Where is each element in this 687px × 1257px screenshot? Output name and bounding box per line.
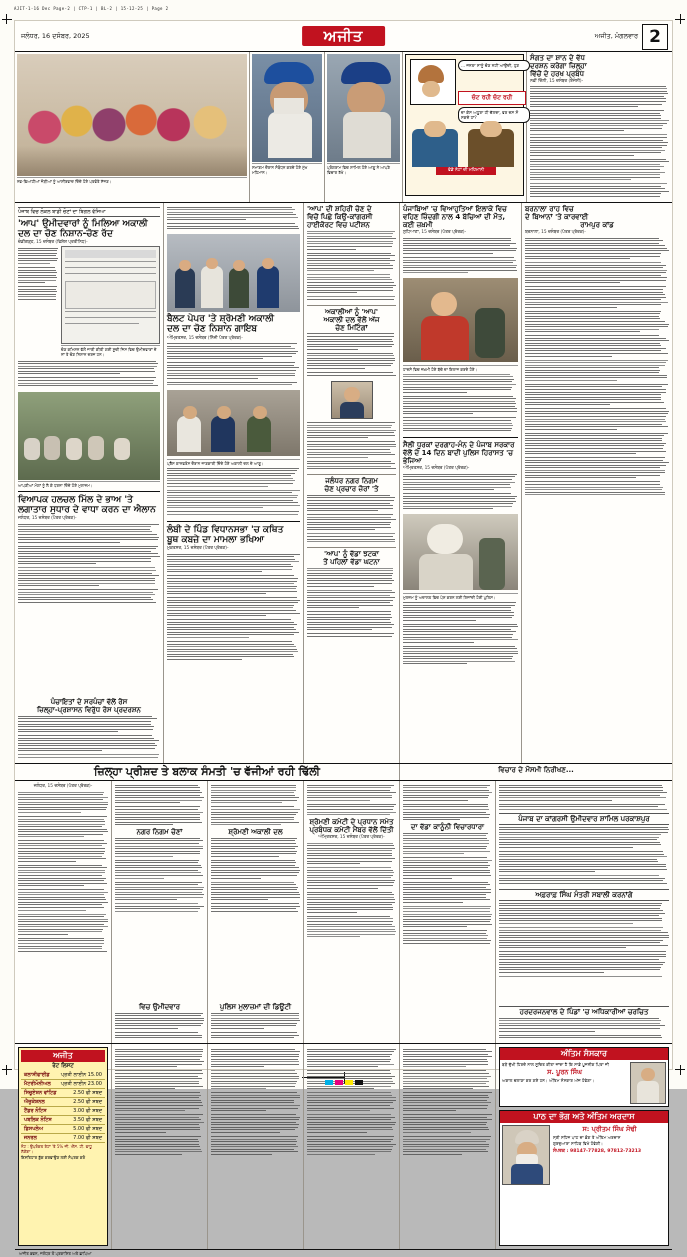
- right-top-byline: ਨਵੀਂ ਦਿੱਲੀ, 15 ਦਸੰਬਰ (ਏਜੰਸੀ)-: [530, 79, 584, 85]
- bottom-col-5: [399, 781, 495, 1043]
- protest-photo: [18, 392, 160, 480]
- page-sheet: [14, 20, 673, 1257]
- traders-headline-2: ਲਗਾਤਾਰ ਸੁਧਾਰ ਦੇ ਵਾਧਾ ਕਰਨ ਦਾ ਐਲਾਨ: [18, 505, 156, 516]
- rate-value: 7.00 ਫੀ ਸ਼ਬਦ: [73, 1135, 102, 1142]
- obituary-body-2: ਅਕਾਲ ਚਲਾਣਾ ਕਰ ਗਏ ਹਨ। ਅੰਤਿਮ ਸੰਸਕਾਰ ਅੱਜ ਹੋਵੇਗਾ।: [502, 1078, 595, 1084]
- rate-label: ਪਬਲਿਕ ਨੋਟਿਸ: [24, 1117, 52, 1124]
- column-far-right: [521, 203, 672, 763]
- bottom-left-sub-1: ਨਗਰ ਨਿਗਮ ਚੋਣਾਂ: [136, 828, 183, 837]
- bottom-right-headline-3: ਹਰਦਰਜਨਵਾਲ ਦੇ ਪਿੰਡਾਂ 'ਚ ਅਧਿਕਾਰੀਆਂ ਚਰਚਿਤ: [499, 1006, 669, 1016]
- bottom-col-1: [15, 781, 111, 1043]
- leaders-group-photo: [167, 234, 300, 312]
- bottom-right-headline-1: ਪੰਜਾਬ ਦਾ ਕਾਂਗਰਸੀ ਉਮੀਦਵਾਰ ਸ਼ਾਮਿਲ ਪਰਕਾਸ਼ਪੁਰ: [499, 813, 669, 825]
- rate-note-1: ਨੋਟ : ਉਪਰੋਕਤ ਰੇਟਾਂ 'ਤੇ 5% ਜੀ. ਐੱਸ. ਟੀ. ਵਾਧੂ ਲੱਗੇਗਾ।: [21, 1144, 92, 1154]
- traders-sub-headline-1: ਪੰਚਾਇਤਾਂ ਦੇ ਸਰਪੰਚਾਂ ਵੱਲੋਂ ਰੋਸ: [50, 698, 128, 707]
- right-top-headline-3: ਵਿੱਚੋਂ ਦੇ ਹਰਖ ਪ੍ਰਬੰਧ: [530, 70, 585, 79]
- aap-byline: ਚੰਡੀਗੜ੍ਹ, 15 ਦਸੰਬਰ (ਵਿਸ਼ੇਸ਼ ਪ੍ਰਤੀਨਿਧ)-: [18, 240, 88, 246]
- rate-row: [21, 1080, 105, 1089]
- rate-row: [21, 1089, 105, 1098]
- center-headline-1: 'ਆਪ' ਦੀ ਸ਼ਹਿਰੀ ਚੋਣ ਦੇ: [307, 205, 372, 213]
- bottom-left-byline: ਜਲੰਧਰ, 15 ਦਸੰਬਰ (ਪੱਤਰ ਪ੍ਰੇਰਕ)-: [33, 784, 93, 790]
- turban-portrait-left: [252, 54, 322, 162]
- election-list-caption: ਚੋਣ ਕਮਿਸ਼ਨ ਵੱਲੋਂ ਜਾਰੀ ਕੀਤੀ ਗਈ ਸੂਚੀ ਜਿਸ ਵਿਚ ਉਮੀਦਵਾਰਾਂ ਦੇ ਨਾਂ ਤੇ ਚੋਣ ਨਿਸ਼ਾਨ ਦਰਜ ਹਨ।: [61, 345, 160, 357]
- rate-value: 5.00 ਫੀ ਸ਼ਬਦ: [73, 1126, 102, 1133]
- rate-label: ਟੈਂਡਰ ਨੋਟਿਸ: [24, 1108, 47, 1115]
- accused-photo-caption: ਮੁਲਜ਼ਮ ਨੂੰ ਅਦਾਲਤ ਵਿਚ ਪੇਸ਼ ਕਰਨ ਲਈ ਲਿਜਾਂਦੀ ਹੋਈ ਪੁਲਿਸ।: [403, 593, 518, 600]
- bottom-left-headline: ਜ਼ਿਲ੍ਹਾ ਪ੍ਰੀਸ਼ਦ ਤੇ ਬਲਾਕ ਸੰਮਤੀ 'ਚ ਵੱਜੀਆਂ ਰਹੀ ਢਿੱਲੀ: [94, 765, 320, 778]
- obituary-body-1: ਬੜੇ ਦੁੱਖੀ ਹਿਰਦੇ ਨਾਲ ਸੂਚਿਤ ਕੀਤਾ ਜਾਂਦਾ ਹੈ ਕਿ ਸਾਡੇ ਪੂਜਨੀਕ ਪਿਤਾ ਜੀ: [502, 1062, 610, 1068]
- accused-in-custody-photo: [403, 514, 518, 590]
- right-mid-headline-2: ਦੇ ਬਿਆਨਾਂ 'ਤੇ ਕਾਰਵਾਈ: [525, 213, 589, 222]
- bhog-name: ਸ: ਪ੍ਰੀਤਮ ਸਿੰਘ ਸੋਢੀ: [582, 1125, 637, 1134]
- press-conference-caption: ਪ੍ਰੈੱਸ ਕਾਨਫਰੰਸ ਦੌਰਾਨ ਜਾਣਕਾਰੀ ਦਿੰਦੇ ਹੋਏ ਅਕਾਲੀ ਦਲ ਦੇ ਆਗੂ।: [167, 459, 300, 466]
- cartoon-bubble-3: ਦਾ ਕੇਸ ਅਧੂਰਾ ਹੀ ਚੱਲਦਾ, ਵਰ ਦਸ ਸੋ ਸਕਦੇ ਹਾਂ?: [458, 107, 530, 123]
- right-col2-byline: ਅੰਮ੍ਰਿਤਸਰ, 15 ਦਸੰਬਰ (ਪੱਤਰ ਪ੍ਰੇਰਕ)-: [403, 466, 470, 472]
- bottom-left-sub-3: ਸ਼੍ਰੋਮਣੀ ਅਕਾਲੀ ਦਲ: [228, 828, 283, 837]
- rate-row: [21, 1098, 105, 1107]
- rate-value: 2.50 ਫੀ ਸ਼ਬਦ: [73, 1090, 102, 1097]
- bhog-detail-2: ਗੁਰਦੁਆਰਾ ਸਾਹਿਬ ਵਿਖੇ ਹੋਵੇਗੀ।: [553, 1140, 603, 1146]
- right-top-headline-1: ਸੰਗਤ ਦਾ ਸ਼ਾਨ ਦੇ ਵੱਧ: [530, 54, 585, 62]
- press-conference-photo: [167, 390, 300, 456]
- traders-sub-headline-2: ਜ਼ਿਲ੍ਹਾ-ਪ੍ਰਸ਼ਾਸਨ ਵਿਰੁੱਧ ਰੋਸ ਪ੍ਰਦਰਸ਼ਨ: [37, 706, 141, 715]
- rate-label: ਮੈਟਰੀਮੋਨੀਅਲ: [24, 1081, 51, 1088]
- rate-label: ਜਨਰਲ: [24, 1135, 37, 1142]
- ad-col-4: [303, 1044, 399, 1249]
- ballot-headline-2: ਦਲ ਦਾ ਚੋਣ ਨਿਸ਼ਾਨ ਗਾਇਬ: [167, 324, 258, 335]
- bhog-ad-block: [499, 1110, 669, 1246]
- wedding-photo-caption: ਨਵ-ਵਿਆਹੀਆਂ ਜੋੜੀਆਂ ਨੂੰ ਆਸ਼ੀਰਵਾਦ ਦਿੰਦੇ ਹੋਏ ਪਤਵੰਤੇ ਸੱਜਣ।: [17, 177, 247, 184]
- bottom-col-right: [495, 781, 672, 1043]
- obituary-head: ਅੰਤਿਮ ਸੰਸਕਾਰ: [500, 1048, 668, 1060]
- center-sub-4: ਜਲੰਧਰ ਨਗਰ ਨਿਗਮ: [325, 477, 378, 486]
- cartoon-bubble-2: ਚੱਟ ਰਹੀ ਚੱਟ ਰਹੀ: [458, 91, 526, 105]
- obituary-name: ਸ. ਪੂਰਨ ਸਿੰਘ: [547, 1068, 582, 1077]
- lambi-byline: ਮੁਕਤਸਰ, 15 ਦਸੰਬਰ (ਪੱਤਰ ਪ੍ਰੇਰਕ)-: [167, 546, 229, 552]
- ad-col-5: [399, 1044, 495, 1249]
- bhog-head: ਪਾਠ ਦਾ ਭੋਗ ਅਤੇ ਅੰਤਿਮ ਅਰਦਾਸ: [500, 1111, 668, 1123]
- election-list-screenshot: [61, 246, 160, 344]
- ballot-byline: ਅੰਮ੍ਰਿਤਸਰ, 15 ਦਸੰਬਰ (ਨਿੱਜੀ ਪੱਤਰ ਪ੍ਰੇਰਕ)-: [167, 335, 243, 341]
- traders-headline-1: ਵਿਆਪਕ ਹਲਚਲ ਮਿੱਲ ਦੇ ਭਾਅ 'ਤੇ: [18, 495, 133, 506]
- date-line: ਜਲੰਧਰ, 16 ਦਸੰਬਰ, 2025: [21, 31, 90, 40]
- wedding-group-photo: [17, 54, 247, 176]
- portrait-right-caption: ਪ੍ਰੋਗਰਾਮ ਵਿਚ ਸ਼ਾਮਿਲ ਹੋਏ ਆਗੂ ਨੇ ਆਪਣੇ ਵਿਚਾਰ ਰੱਖੇ।: [327, 163, 400, 175]
- injured-child-photo: [403, 278, 518, 362]
- bottom-col-2: [111, 781, 207, 1043]
- right-mid-byline: ਬਰਨਾਲਾ, 15 ਦਸੰਬਰ (ਪੱਤਰ ਪ੍ਰੇਰਕ)-: [525, 230, 586, 236]
- masthead: [15, 21, 672, 52]
- injured-child-caption: ਹਾਦਸੇ ਵਿਚ ਜ਼ਖ਼ਮੀ ਹੋਏ ਬੱਚੇ ਦਾ ਇਲਾਜ ਕਰਦੇ ਹੋਏ।: [403, 365, 518, 372]
- bhog-contact: ਸੰਪਰਕ : 98147-77828, 97812-73213: [553, 1149, 642, 1154]
- cartoon-block: [402, 52, 526, 202]
- bottom-col-3: [207, 781, 303, 1043]
- press-slug-text: AJIT-1-16 Dec Page-2 | CTP-1 | BL-2 | 15-12-25 | Page 2: [14, 6, 169, 11]
- traders-byline: ਜਲੰਧਰ, 15 ਦਸੰਬਰ (ਪੱਤਰ ਪ੍ਰੇਰਕ)-: [18, 516, 77, 522]
- center-sub-5: ਚੋਣ ਪ੍ਰਚਾਰ ਜ਼ੋਰਾਂ 'ਤੇ: [324, 485, 379, 494]
- bottom-col-4: [303, 781, 399, 1043]
- rate-label: ਡਿਸਪਲੇਅ: [24, 1126, 44, 1133]
- rate-row: [21, 1125, 105, 1134]
- rate-card-block: [15, 1044, 111, 1249]
- lambi-headline-1: ਲੰਬੀ ਦੇ ਪਿੰਡ ਵਿਧਾਨਸਭਾ 'ਚ ਕਥਿਤ: [167, 524, 284, 535]
- portrait-right-block: [324, 52, 402, 202]
- protest-photo-caption: ਆਪਣੀਆਂ ਮੰਗਾਂ ਨੂੰ ਲੈ ਕੇ ਧਰਨਾ ਦਿੰਦੇ ਹੋਏ ਮੁਲਾਜ਼ਮ।: [18, 481, 160, 488]
- rate-value: ਪ੍ਰਤੀ ਲਾਈਨ 15.00: [60, 1072, 102, 1079]
- column-right-news: [399, 203, 521, 763]
- obituary-portrait: [630, 1062, 666, 1104]
- center-sub-3: ਚੋਣ ਮਿਟਿੰਗਾਂ: [335, 323, 368, 332]
- aap-headline-1: 'ਆਪ' ਉਮੀਦਵਾਰਾਂ ਨੂੰ ਮਿਲਿਆ ਅਕਾਲੀ: [18, 219, 148, 229]
- center-sub-6: 'ਆਪ' ਨੂੰ ਵੱਡਾ ਝਟਕਾ: [324, 550, 379, 559]
- center-headline-2: ਵਿਚੋਂ ਪਿਛੇ ਕਿਉਂ-ਕਾਂਗਰਸੀ: [307, 213, 373, 222]
- imprint-line: ਅਜੀਤ ਭਵਨ, ਜਲੰਧਰ ਤੋਂ ਪ੍ਰਕਾਸ਼ਿਤ ਅਤੇ ਛਾਪਿਆ: [15, 1249, 672, 1257]
- aap-headline-2: ਦਲ ਦਾ ਚੋਣ ਨਿਸ਼ਾਨ-ਚੋਣ ਰੱਦ: [18, 229, 113, 240]
- right-top-headline-2: ਦਰਸ਼ਨ ਕਰੇਗਾ ਜ਼ਿਲ੍ਹਾ: [530, 62, 587, 71]
- bottom-mid-headline-1: ਸ਼੍ਰੋਮਣੀ ਕਮੇਟੀ ਦੇ ਪ੍ਰਧਾਨ ਸਮੇਤ: [309, 818, 394, 827]
- right-col2-headline: ਸੈਲੀ ਧੂਰਕਾਂ ਦਰਗਾਹ-ਮੰਨ ਦੇ ਪੰਜਾਬ ਸਰਕਾਰ ਵੱਲੋਂ ਦੇ 14 ਦਿਨ ਬਾਦੀ ਪੁਲਿਸ ਹਿਰਾਸਤ 'ਚ ਭੇਜਿਆ: [403, 441, 515, 466]
- rate-row: [21, 1107, 105, 1116]
- rate-value: 3.50 ਫੀ ਸ਼ਬਦ: [73, 1117, 102, 1124]
- right-col1-byline: ਲੁਧਿਆਣਾ, 15 ਦਸੰਬਰ (ਪੱਤਰ ਪ੍ਰੇਰਕ)-: [403, 230, 467, 236]
- ad-col-2: [111, 1044, 207, 1249]
- aap-kicker: ਪੰਜਾਬ ਵਿਚ ਲੋਕਲ ਬਾਡੀ ਚੋਣਾਂ ਦਾ ਬਿਗਲ ਵੱਜਿਆ: [18, 207, 160, 217]
- bottom-mid-byline: ਅੰਮ੍ਰਿਤਸਰ, 15 ਦਸੰਬਰ (ਪੱਤਰ ਪ੍ਰੇਰਕ)-: [318, 835, 385, 841]
- column-ballot-paper: [163, 203, 303, 763]
- rate-value: ਪ੍ਰਤੀ ਲਾਈਨ 23.00: [60, 1081, 102, 1088]
- lambi-headline-2: ਬੂਥ ਕਬਜ਼ੇ ਦਾ ਮਾਮਲਾ ਭਖਿਆ: [167, 535, 264, 546]
- rate-row: [21, 1071, 105, 1080]
- press-slug-strip: [0, 0, 687, 18]
- turban-portrait-right: [327, 54, 400, 162]
- wedding-photo-block: [15, 52, 249, 202]
- right-mid-headline-3: ਰਾਮਪੁਰ ਕਾਂਡ: [580, 221, 614, 230]
- center-sub-1: ਅਕਾਲੀਆਂ ਨੂੰ 'ਆਪ': [324, 307, 379, 316]
- rate-ad-subtitle: ਰੇਟ ਲਿਸਟ: [52, 1063, 74, 1070]
- bhog-detail-1: ਸ੍ਰੀ ਸਹਿਜ ਪਾਠ ਦਾ ਭੋਗ ਤੇ ਅੰਤਿਮ ਅਰਦਾਸ: [553, 1135, 621, 1141]
- rate-row: [21, 1134, 105, 1143]
- portrait-left-block: [249, 52, 324, 202]
- rate-ad-title: ਅਜੀਤ: [21, 1050, 105, 1062]
- masthead-logo: ਅਜੀਤ: [302, 26, 386, 46]
- bottom-left-sub-4: ਪੁਲਿਸ ਮੁਲਾਜ਼ਮਾਂ ਦੀ ਡਿਊਟੀ: [219, 1003, 292, 1012]
- column-center: [303, 203, 399, 763]
- ad-col-3: [207, 1044, 303, 1249]
- bhog-portrait: [502, 1125, 550, 1185]
- center-sub-7: ਤੋਂ ਪਹਿਲਾਂ ਵੱਡਾ ਘਟਨਾ: [323, 558, 380, 567]
- page-number: 2: [642, 24, 668, 50]
- right-col1-headline: ਪੰਜਾਬਿਆਂ 'ਚ ਵਿਆਹੁਤਿਆਂ ਇਲਾਕੇ ਵਿਚ ਵਹਿਣ ਜ਼ਿੰਦਗੀ ਨਾਲ 4 ਬੱਚਿਆਂ ਦੀ ਮੌਤ, ਕਈ ਜ਼ਖ਼ਮੀ: [403, 205, 507, 230]
- political-cartoon: [405, 54, 524, 196]
- portrait-left-caption: ਸਮਾਗਮ ਦੌਰਾਨ ਸੰਬੋਧਨ ਕਰਦੇ ਹੋਏ ਮੁੱਖ ਮਹਿਮਾਨ।: [252, 163, 322, 175]
- center-headline-3: ਹਾਈਕੋਰਟ ਵਿਚ ਪਟੀਸ਼ਨ: [307, 221, 370, 230]
- column-aap-symbol: [15, 203, 163, 763]
- bottom-right-notice-head: ਵਿਚਾਰ ਦੇ ਮੌਸਮੀ ਨਿਰੀਖਣ...: [498, 766, 574, 774]
- rate-table: [21, 1071, 105, 1143]
- edition-line: ਅਜੀਤ, ਮੰਗਲਵਾਰ: [594, 31, 638, 40]
- leader-headshot: [331, 381, 373, 419]
- rate-value: 2.50 ਫੀ ਸ਼ਬਦ: [73, 1099, 102, 1106]
- bottom-mid-headline-2: ਪ੍ਰਬੰਧਕ ਕਮੇਟੀ ਮੈਂਬਰ ਵੱਲੋਂ ਦਿੱਤੀ: [309, 826, 394, 835]
- right-top-article: [526, 52, 672, 202]
- right-mid-headline-1: ਬਰਨਾਲਾ ਰਾਹ ਵਿਚ: [525, 205, 574, 213]
- rate-note-2: ਇਸ਼ਤਿਹਾਰ ਬੁੱਕ ਕਰਵਾਉਣ ਲਈ ਸੰਪਰਕ ਕਰੋ: [21, 1154, 86, 1160]
- center-sub-2: ਅਕਾਲੀ ਦਲ ਵੱਲੋਂ ਅੱਜ: [323, 315, 380, 324]
- obituary-block: [495, 1044, 672, 1249]
- rate-label: ਕਲਾਸੀਫਾਈਡ: [24, 1072, 50, 1079]
- rate-label: ਐਜੂਕੇਸ਼ਨਲ: [24, 1099, 45, 1106]
- cartoon-bubble-1: ... ਜਨਤਾ ਸਾਨੂੰ ਚੋਣ ਨਹੀਂ ਆਉਂਦੀ, ਹੁਣ: [458, 60, 530, 71]
- rate-label: ਸਿਚੂਏਸ਼ਨ ਵਾਂਟਿਡ: [24, 1090, 57, 1097]
- cmyk-registration-bar: [325, 1080, 363, 1085]
- bottom-left-sub-2: ਵਿਚ ਉਮੀਦਵਾਰ: [139, 1003, 180, 1012]
- bottom-mid-headline-3: ਦਾ ਵੱਡਾ ਕਾਨੂੰਨੀ ਵਿਚਾਰਧਾਰਾ: [410, 823, 485, 832]
- ballot-headline-1: ਬੈਲਟ ਪੇਪਰ 'ਤੇ ਸ਼੍ਰੋਮਣੀ ਅਕਾਲੀ: [167, 314, 275, 325]
- cartoon-footer: ਵੱਡੇ ਨੋਟਾਂ ਦੀ ਮਹਿਮਾਨੀ: [436, 167, 496, 175]
- bottom-right-headline-2: ਅਫ਼ਰਾਫ਼ ਸਿੰਘ ਮੰਤਰੀ ਸਬਾਲੀ ਕਰਨਾਂਗੇ: [499, 889, 669, 901]
- rate-row: [21, 1116, 105, 1125]
- rate-value: 3.00 ਫੀ ਸ਼ਬਦ: [73, 1108, 102, 1115]
